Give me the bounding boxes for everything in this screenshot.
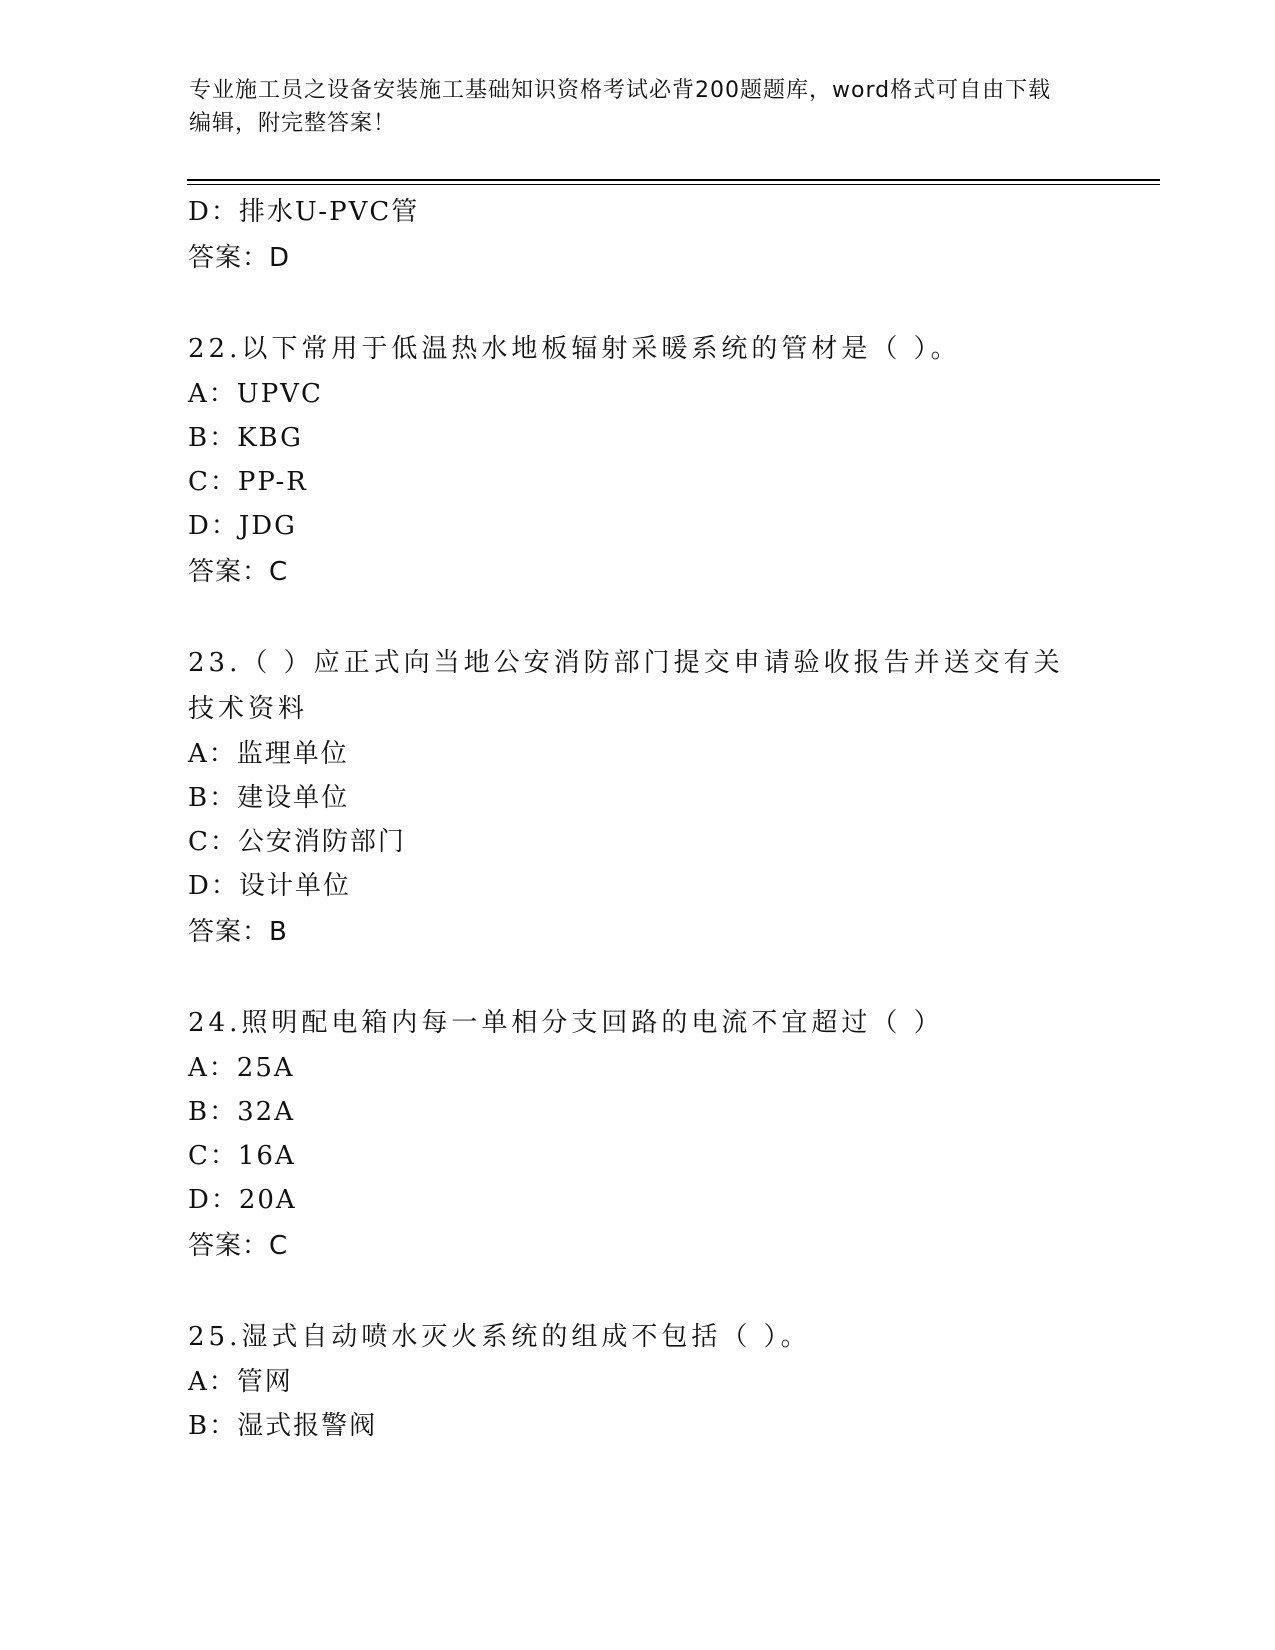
- question-stem: 24.照明配电箱内每一单相分支回路的电流不宜超过（ ）: [188, 1008, 944, 1038]
- question-25: [188, 1314, 1068, 1448]
- question-stem: 25.湿式自动喷水灭火系统的组成不包括（ ）。: [188, 1322, 811, 1352]
- option-b: B：32A: [188, 1097, 295, 1127]
- option-a: A：25A: [188, 1053, 295, 1083]
- header-rule-thin: [187, 184, 1160, 185]
- option-c: C：16A: [188, 1141, 296, 1171]
- option-a: A：监理单位: [188, 739, 349, 769]
- option-c: C：公安消防部门: [188, 827, 406, 857]
- question-24: [188, 1000, 1068, 1270]
- spacer: [188, 282, 1068, 326]
- answer: 答案：C: [188, 1231, 289, 1261]
- spacer: [188, 956, 1068, 1000]
- header-rule-thick: [187, 179, 1160, 181]
- question-stem: 22.以下常用于低温热水地板辐射采暖系统的管材是（ ）。: [188, 334, 961, 364]
- option-b: B：湿式报警阀: [188, 1411, 378, 1441]
- option-c: C：PP-R: [188, 467, 308, 497]
- option-d: D：20A: [188, 1185, 297, 1215]
- option-d: D：设计单位: [188, 871, 351, 901]
- answer: 答案：B: [188, 917, 288, 947]
- document-header: 专业施工员之设备安装施工基础知识资格考试必背200题题库，word格式可自由下载编辑，附完整答案！: [189, 78, 1052, 136]
- option-b: B：KBG: [188, 423, 303, 453]
- option-b: B：建设单位: [188, 783, 350, 813]
- option-a: A：管网: [188, 1367, 293, 1397]
- spacer: [188, 596, 1068, 640]
- q21-answer: 答案：D: [188, 243, 291, 273]
- spacer: [188, 1270, 1068, 1314]
- question-22: [188, 326, 1068, 596]
- answer: 答案：C: [188, 557, 289, 587]
- option-d: D：JDG: [188, 511, 297, 541]
- option-a: A：UPVC: [188, 379, 323, 409]
- question-content: [188, 190, 1068, 1448]
- question-stem: 23.（ ）应正式向当地公安消防部门提交申请验收报告并送交有关技术资料: [188, 648, 1064, 724]
- question-23: [188, 640, 1068, 956]
- q21-option-d: D：排水U-PVC管: [188, 197, 420, 227]
